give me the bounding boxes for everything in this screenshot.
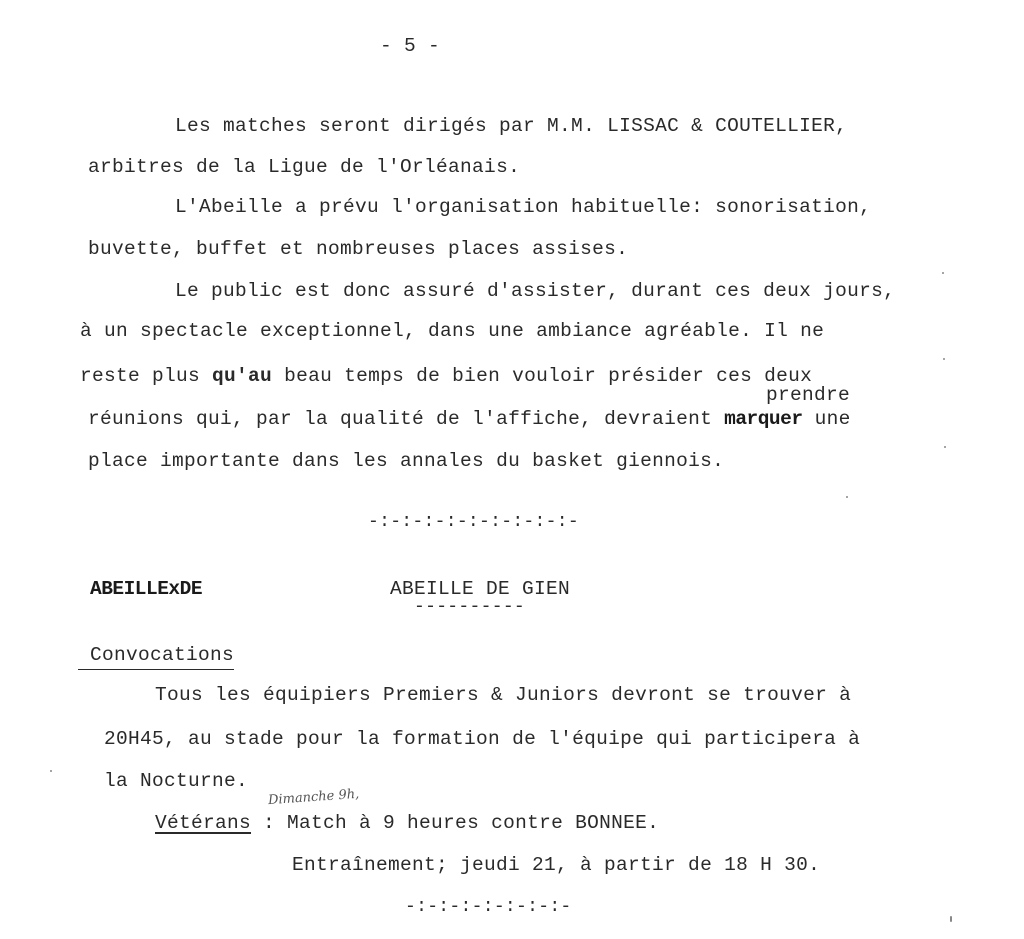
- paper-speck: [944, 446, 946, 448]
- p3-line2: à un spectacle exceptionnel, dans une ambiance agréable. Il ne: [80, 320, 825, 342]
- conv-line3: la Nocturne.: [104, 770, 249, 792]
- p3-line5: place importante dans les annales du basket giennois.: [88, 450, 725, 472]
- conv-line2: 20H45, au stade pour la formation de l'équipe qui participera à: [104, 728, 861, 750]
- p1-line1: Les matches seront dirigés par M.M. LISSAC & COUTELLIER,: [175, 115, 848, 137]
- p3-line4-start: réunions qui, par la qualité de l'affiche, devraient: [88, 408, 713, 430]
- separator-1: -:-:-:-:-:-:-:-:-:-: [368, 512, 579, 532]
- convocations-heading: Convocations: [78, 646, 234, 670]
- p3-line4: [88, 410, 851, 430]
- p3-line3-overtype: qu'au: [212, 365, 273, 387]
- veterans-line: [155, 814, 659, 834]
- veterans-text: : Match à 9 heures contre BONNEE.: [263, 812, 660, 834]
- veterans-label: Vétérans: [155, 812, 252, 834]
- paper-speck: [950, 916, 952, 922]
- insertion-prendre: prendre: [766, 384, 851, 406]
- p2-line2: buvette, buffet et nombreuses places assises.: [88, 238, 629, 260]
- club-title: ABEILLE DE GIEN: [390, 578, 571, 600]
- p3-line3-end: beau temps de bien vouloir présider ces deux: [284, 365, 813, 387]
- separator-2: -:-:-:-:-:-:-:-: [405, 897, 572, 917]
- p2-line1: L'Abeille a prévu l'organisation habituelle: sonorisation,: [175, 196, 872, 218]
- club-title-underline: ----------: [414, 597, 526, 617]
- p1-line2: arbitres de la Ligue de l'Orléanais.: [88, 156, 521, 178]
- paper-speck: [943, 358, 945, 360]
- handwritten-note: Dimanche 9h,: [267, 786, 360, 809]
- p3-line4-end: une: [814, 408, 851, 430]
- paper-speck: [846, 496, 848, 498]
- struck-heading: ABEILLExDE: [90, 578, 203, 600]
- page-number: - 5 -: [380, 35, 441, 57]
- p3-line3: [80, 367, 812, 387]
- p3-line3-start: reste plus: [80, 365, 201, 387]
- p3-line4-strike: marquer: [724, 408, 803, 430]
- p3-line1: Le public est donc assuré d'assister, durant ces deux jours,: [175, 280, 896, 302]
- paper-speck: [942, 272, 944, 274]
- conv-line1: Tous les équipiers Premiers & Juniors devront se trouver à: [155, 684, 852, 706]
- training-line: Entraînement; jeudi 21, à partir de 18 H 30.: [292, 854, 821, 876]
- paper-speck: [50, 770, 52, 772]
